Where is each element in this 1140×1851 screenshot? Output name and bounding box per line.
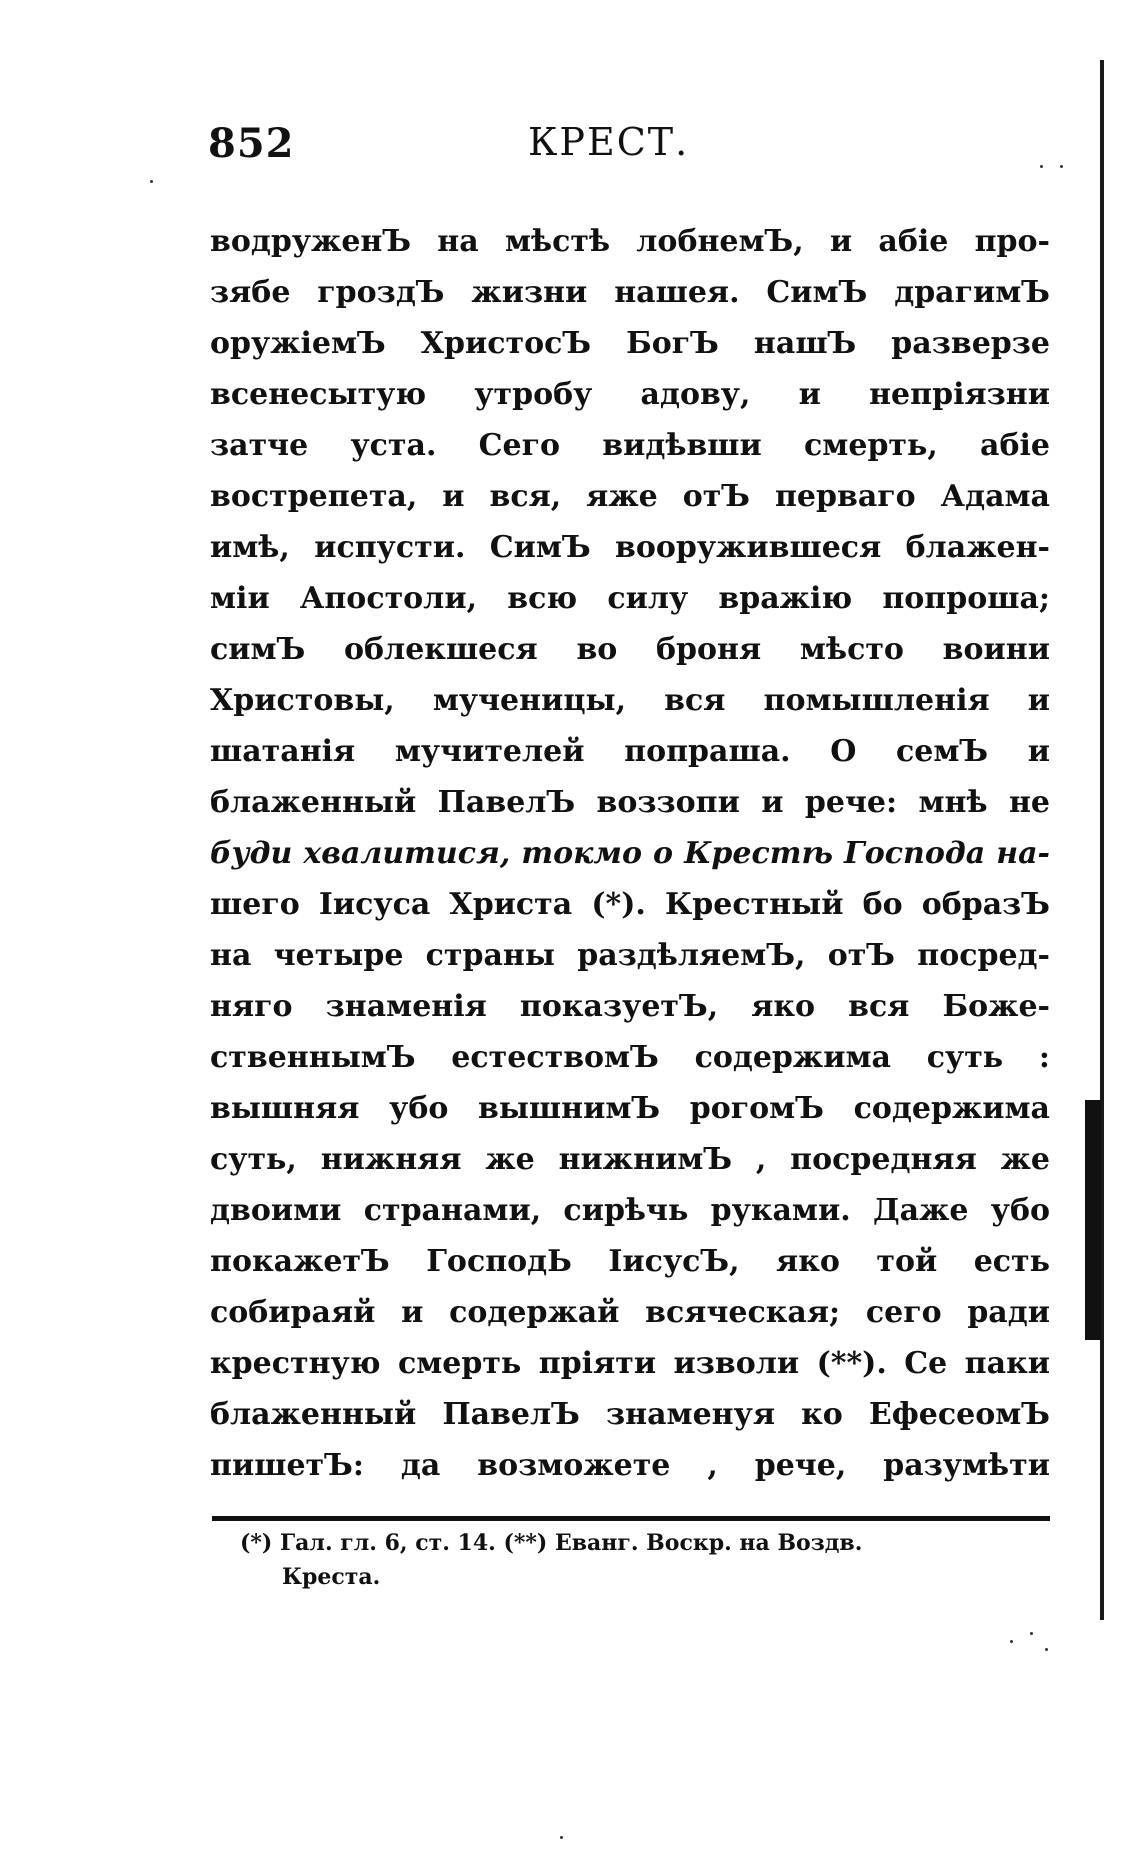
text-line: Христовы, мученицы, вся помышленія и [210, 683, 1050, 718]
page-number: 852 [208, 120, 295, 167]
text-line: оружіемЪ ХристосЪ БогЪ нашЪ разверзе [210, 326, 1050, 361]
text-line: собираяй и содержай всяческая; сего ради [210, 1295, 1050, 1330]
speck [1010, 1640, 1013, 1643]
speck [560, 1836, 563, 1839]
text-line: ственнымЪ естествомЪ содержима суть : [210, 1040, 1050, 1075]
footnotes [240, 1526, 1050, 1594]
text-line: няго знаменія показуетЪ, яко вся Боже- [210, 989, 1050, 1024]
text-line: пишетЪ: да возможете , рече, разумѣти [210, 1448, 1050, 1483]
footnote-line: (*) Гал. гл. 6, ст. 14. (**) Еванг. Воскр. на Воздв. [240, 1530, 863, 1556]
text-line: зябе гроздЪ жизни нашея. СимЪ драгимЪ [210, 275, 1050, 310]
speck [1030, 1632, 1033, 1635]
text-line: міи Апостоли, всю силу вражію попроша; [210, 581, 1050, 616]
text-line: на четыре страны раздѣляемЪ, отЪ посред- [210, 938, 1050, 973]
text-line: вострепета, и вся, яже отЪ перваго Адама [210, 479, 1050, 514]
footnote-line: Креста. [282, 1564, 381, 1590]
running-title: КРЕСТ. [528, 120, 690, 164]
speck [150, 180, 153, 183]
body-text [210, 216, 1050, 1491]
text-line: шатанія мучителей попраша. О семЪ и [210, 734, 1050, 769]
text-line: вышняя убо вышнимЪ рогомЪ содержима [210, 1091, 1050, 1126]
text-line: покажетЪ ГосподЬ ІисусЪ, яко той есть [210, 1244, 1050, 1279]
speck [1045, 1648, 1048, 1651]
text-line: шего Іисуса Христа (*). Крестный бо образЪ [210, 887, 1050, 922]
page-edge-shadow [1085, 1100, 1101, 1340]
page-edge [1100, 60, 1104, 1620]
text-line: двоими странами, сирѣчь руками. Даже убо [210, 1193, 1050, 1228]
text-line: блаженный ПавелЪ знаменуя ко ЕфесеомЪ [210, 1397, 1050, 1432]
text-line: симЪ облекшеся во броня мѣсто воини [210, 632, 1050, 667]
speck [1060, 165, 1063, 168]
text-line: блаженный ПавелЪ воззопи и рече: мнѣ не [210, 785, 1050, 820]
text-line: затче уста. Сего видѣвши смерть, абіе [210, 428, 1050, 463]
text-line: крестную смерть пріяти изволи (**). Се паки [210, 1346, 1050, 1381]
text-line: имѣ, испусти. СимЪ вооружившеся блажен- [210, 530, 1050, 565]
text-line: водруженЪ на мѣстѣ лобнемЪ, и абіе про- [210, 224, 1050, 259]
footnote-divider [212, 1516, 1050, 1521]
page-header [208, 120, 1048, 180]
text-line: суть, нижняя же нижнимЪ , посредняя же [210, 1142, 1050, 1177]
text-line-quotation: буди хвалитися, токмо о Крестѣ Господа на- [210, 836, 1050, 871]
text-line: всенесытую утробу адову, и непріязни [210, 377, 1050, 412]
